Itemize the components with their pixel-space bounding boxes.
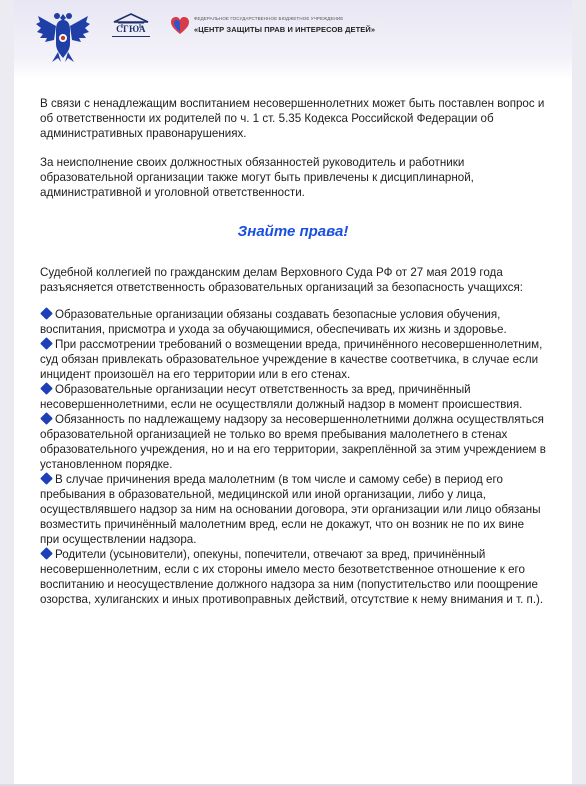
list-item: Родители (усыновители), опекуны, попечители, отвечают за вред, причинённый несовершеннолетним, если с их стороны имело место безответственное отношение к его воспитанию и неосуществление должного надзора за ним (попустительство или поощрение озорства, хулиганских и иных противоправных действий, отсутствие к нему внимания и т. п.).	[40, 548, 544, 606]
document-page	[14, 0, 572, 786]
list-item: Образовательные организации несут ответственность за вред, причинённый несовершеннолетними, если не осуществляли должный надзор в момент происшествия.	[40, 383, 523, 411]
sgua-underline	[112, 36, 150, 37]
sgua-logo-text: СГЮА	[116, 24, 146, 34]
center-org-type: ФЕДЕРАЛЬНОЕ ГОСУДАРСТВЕННОЕ БЮДЖЕТНОЕ УЧРЕЖДЕНИЕ	[194, 16, 344, 21]
coat-of-arms-eagle-icon	[34, 6, 92, 64]
section-heading: Знайте права!	[237, 223, 349, 240]
center-org-name: «ЦЕНТР ЗАЩИТЫ ПРАВ И ИНТЕРЕСОВ ДЕТЕЙ»	[194, 25, 376, 34]
document-header	[14, 0, 572, 80]
diamond-bullet-icon	[40, 547, 53, 560]
child-rights-center-logo-icon	[170, 16, 190, 36]
lead-paragraph: Судебной коллегией по гражданским делам Верховного Суда РФ от 27 мая 2019 года разъясняется ответственность образовательных организаций за безопасность учащихся:	[40, 266, 523, 294]
intro-paragraph-2: За неисполнение своих должностных обязанностей руководитель и работники образовательной организации также могут быть привлечены к дисциплинарной, административной и уголовной ответственности.	[40, 156, 474, 199]
list-item: В случае причинения вреда малолетним (в том числе и самому себе) в период его пребывания в образовательной, медицинской или иной организации, либо у лица, осуществлявшего надзор за ним на основании договора, эти организации или лицо обязаны возместить причинённый малолетним вред, если не докажут, что он возник не по их вине при осуществлении надзора.	[40, 473, 541, 546]
intro-paragraph-1: В связи с ненадлежащим воспитанием несовершеннолетних может быть поставлен вопрос и об ответственности их родителей по ч. 1 ст. 5.35 Кодекса Российской Федерации об административных правонарушениях.	[40, 97, 545, 140]
diamond-bullet-icon	[40, 337, 53, 350]
diamond-bullet-icon	[40, 382, 53, 395]
list-item: При рассмотрении требований о возмещении вреда, причинённого несовершеннолетним, суд обязан привлекать образовательное учреждение в качестве соответчика, в случае если инцидент произошёл на его территории или в его стенах.	[40, 338, 543, 381]
list-item: Образовательные организации обязаны создавать безопасные условия обучения, воспитания, присмотра и ухода за обучающимися, обеспечивать их жизнь и здоровье.	[40, 308, 507, 336]
diamond-bullet-icon	[40, 472, 53, 485]
diamond-bullet-icon	[40, 307, 53, 320]
list-item: Обязанность по надлежащему надзору за несовершеннолетними должна осуществляться образовательной организацией не только во время пребывания малолетнего в стенах образовательного учреждения, но и на его территории, закреплённой за этим учреждением в установленном порядке.	[40, 413, 546, 471]
document-body	[40, 96, 546, 607]
diamond-bullet-icon	[40, 412, 53, 425]
